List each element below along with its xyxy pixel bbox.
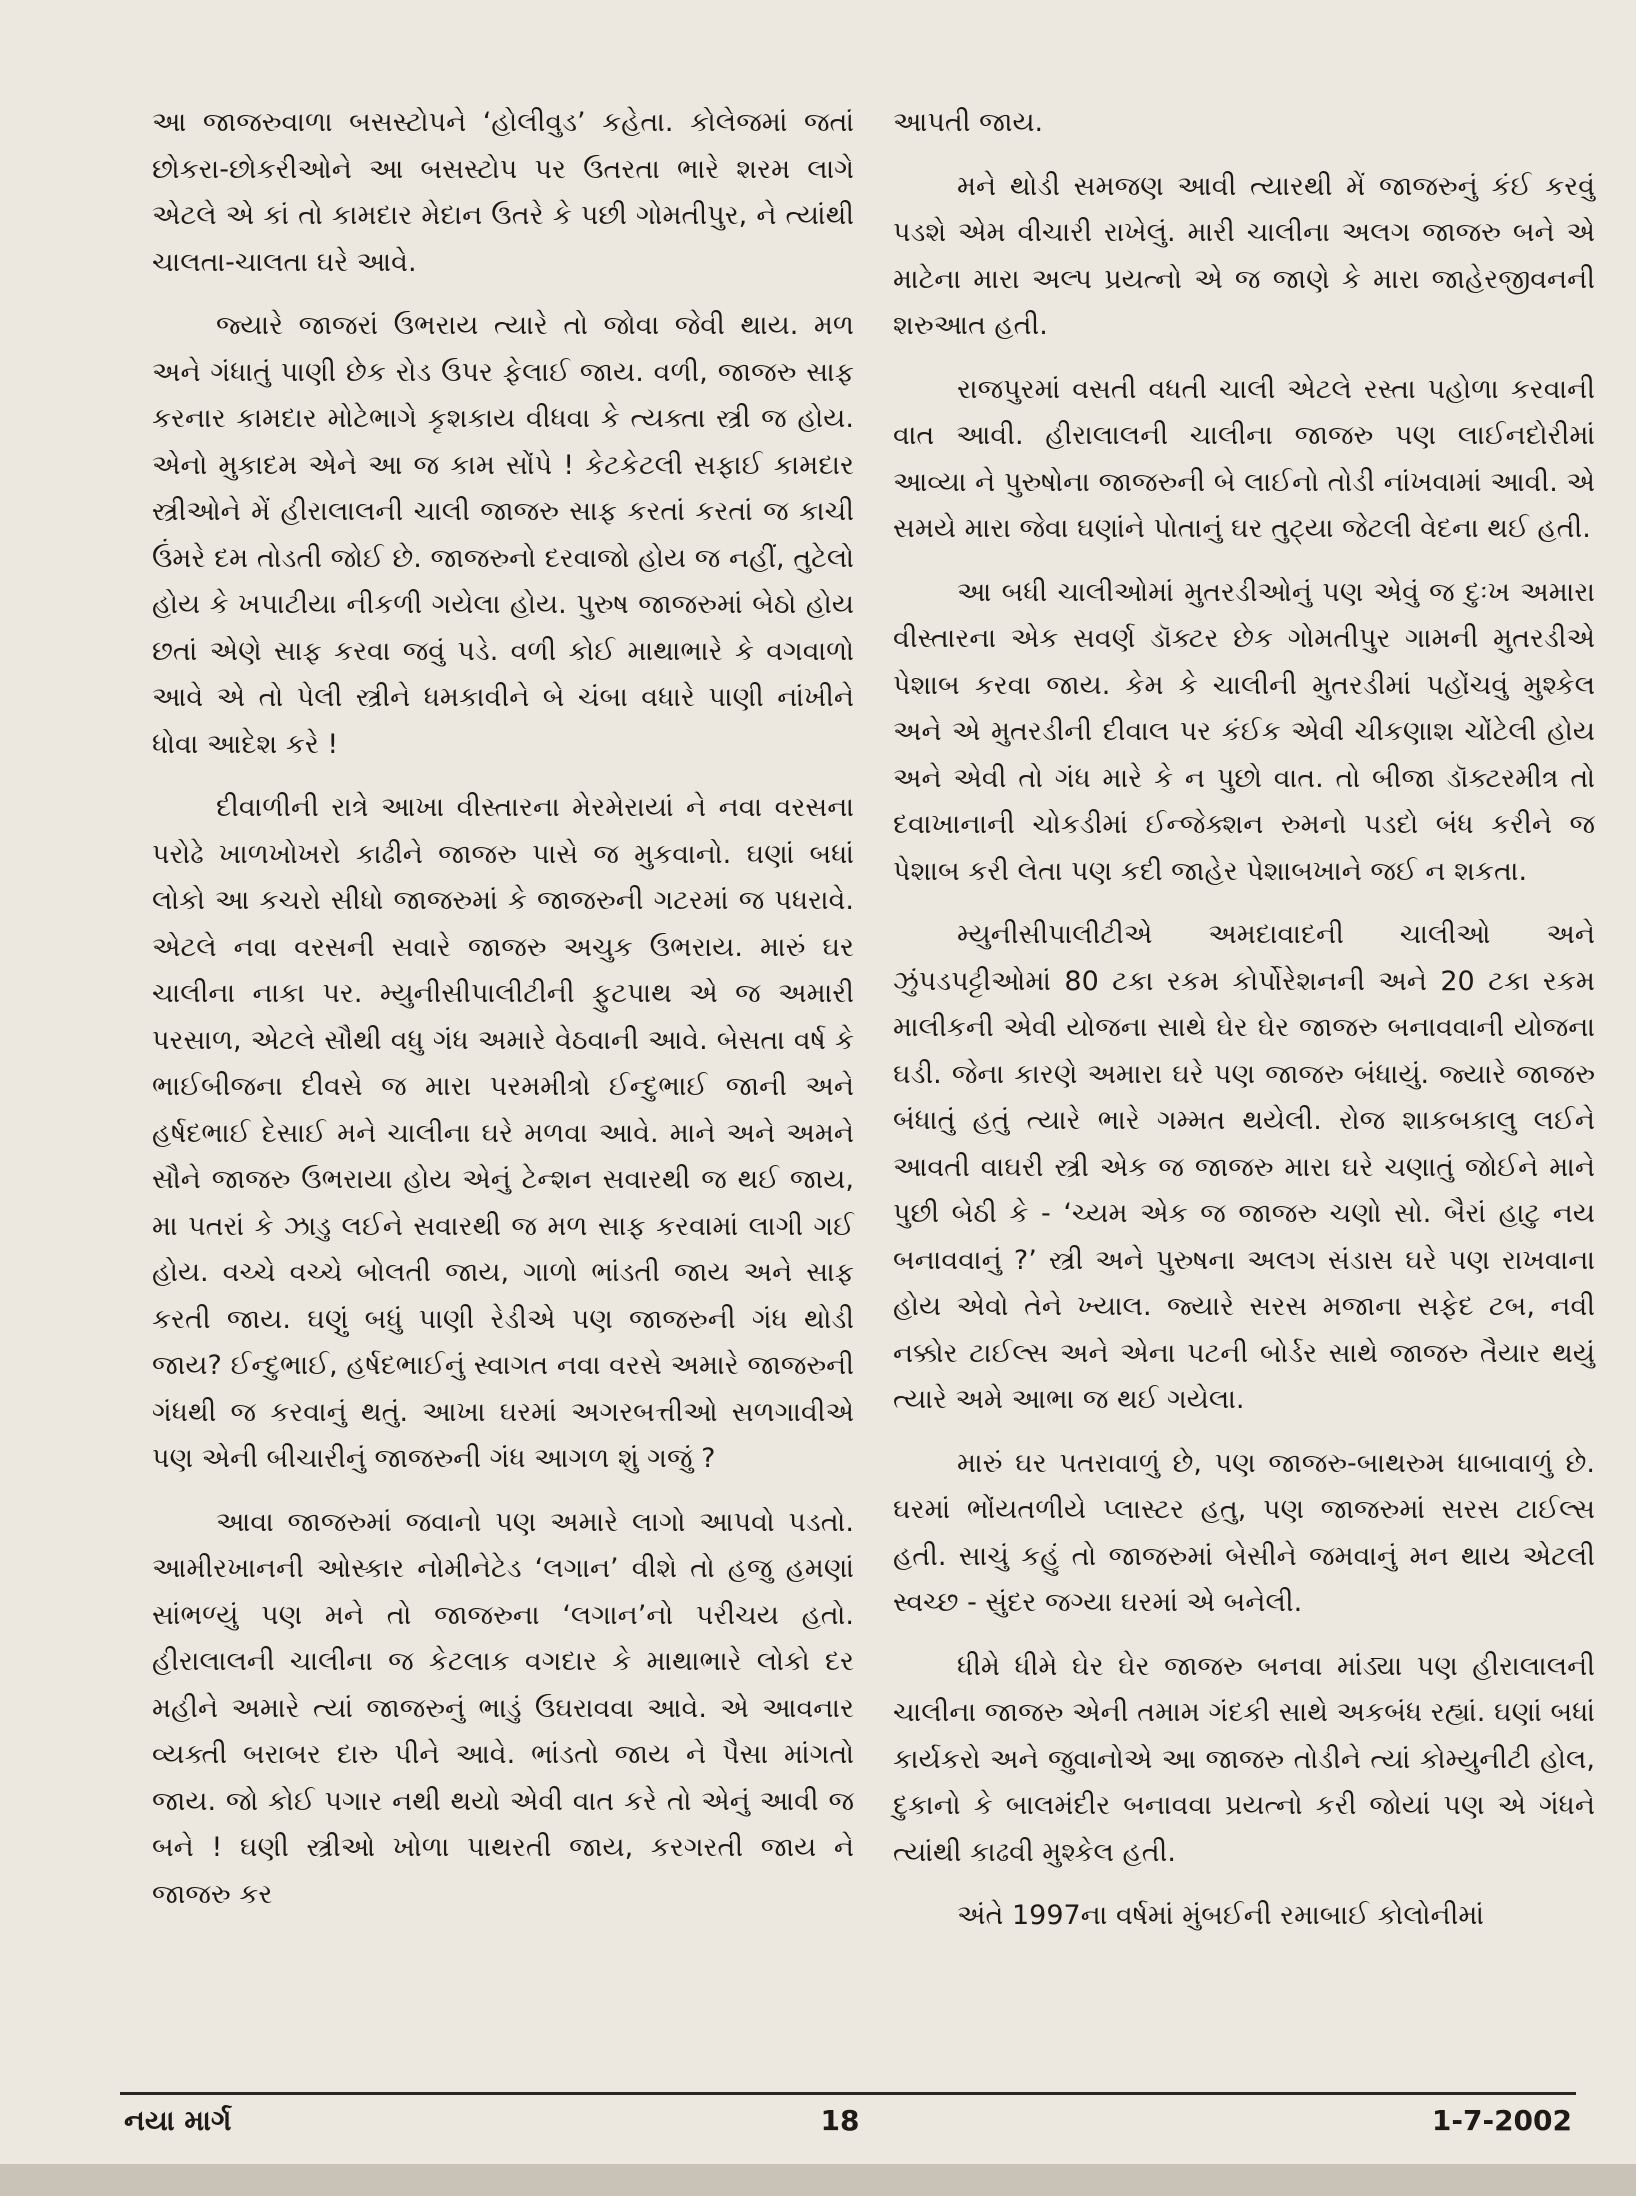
paragraph: રાજપુરમાં વસતી વધતી ચાલી એટલે રસ્તા પહોળા કરવાની વાત આવી. હીરાલાલની ચાલીના જાજરુ પણ લાઈનદોરીમાં આવ્યા ને પુરુષોના જાજરુની બે લાઈનો તોડી નાંખવામાં આવી. એ સમયે મારા જેવા ઘણાંને પોતાનું ઘર તુટ્યા જેટલી વેદના થઈ હતી. [893,373,1595,544]
publication-name: નયા માર્ગ [124,2104,232,2137]
paragraph: આ જાજરુવાળા બસસ્ટોપને ‘હોલીવુડ’ કહેતા. કોલેજમાં જતાં છોકરા-છોકરીઓને આ બસસ્ટોપ પર ઉતરતા ભારે શરમ લાગે એટલે એ કાં તો કામદાર મેદાન ઉતરે કે પછી ગોમતીપુર, ને ત્યાંથી ચાલતા-ચાલતા ઘરે આવે. [152,107,854,278]
issue-date: 1-7-2002 [1431,2104,1572,2137]
scan-edge [0,2164,1636,2196]
paragraph: મારું ઘર પતરાવાળું છે, પણ જાજરુ-બાથરુમ ધાબાવાળું છે. ઘરમાં ભોંયતળીયે પ્લાસ્ટર હતુ, પણ જાજરુમાં સરસ ટાઈલ્સ હતી. સાચું કહું તો જાજરુમાં બેસીને જમવાનું મન થાય એટલી સ્વચ્છ - સુંદર જગ્યા ઘરમાં એ બનેલી. [893,1447,1595,1618]
footer-divider [120,2092,1576,2095]
page-number: 18 [820,2104,860,2137]
paragraph: મને થોડી સમજણ આવી ત્યારથી મેં જાજરુનું કંઈ કરવું પડશે એમ વીચારી રાખેલું. મારી ચાલીના અલગ જાજરુ બને એ માટેના મારા અલ્પ પ્રયત્નો એ જ જાણે કે મારા જાહેરજીવનની શરુઆત હતી. [893,170,1595,341]
paragraph: અંતે 1997ના વર્ષમાં મુંબઈની રમાબાઈ કોલોનીમાં [957,1900,1485,1931]
paragraph: મ્યુનીસીપાલીટીએ અમદાવાદની ચાલીઓ અને ઝુંપડપટ્ટીઓમાં 80 ટકા રકમ કોર્પોરેશનની અને 20 ટકા રકમ માલીકની એવી યોજના સાથે ઘેર ઘેર જાજરુ બનાવવાની યોજના ઘડી. જેના કારણે અમારા ઘરે પણ જાજરુ બંધાયું. જ્યારે જાજરુ બંધાતું હતું ત્યારે ભારે ગમ્મત થયેલી. રોજ શાકબકાલુ લઈને આવતી વાઘરી સ્ત્રી એક જ જાજરુ મારા ઘરે ચણાતું જોઈને માને પુછી બેઠી કે - ‘ચ્યમ એક જ જાજરુ ચણો સો. બૈરાં હાટુ નય બનાવવાનું ?’ સ્ત્રી અને પુરુષના અલગ સંડાસ ઘરે પણ રાખવાના હોય એવો તેને ખ્યાલ. જ્યારે સરસ મજાના સફેદ ટબ, નવી નક્કોર ટાઈલ્સ અને એના પટની બોર્ડર સાથે જાજરુ તૈયાર થયું ત્યારે અમે આભા જ થઈ ગયેલા. [893,919,1595,1415]
paragraph: ધીમે ધીમે ઘેર ઘેર જાજરુ બનવા માંડ્યા પણ હીરાલાલની ચાલીના જાજરુ એની તમામ ગંદકી સાથે અકબંધ રહ્યાં. ઘણાં બધાં કાર્યકરો અને જુવાનોએ આ જાજરુ તોડીને ત્યાં કોમ્યુનીટી હોલ, દુકાનો કે બાલમંદીર બનાવવા પ્રયત્નો કરી જોયાં પણ એ ગંધને ત્યાંથી કાઢવી મુશ્કેલ હતી. [893,1650,1595,1868]
right-column [893,100,1595,1957]
paragraph: આપતી જાય. [893,107,1044,138]
paragraph: દીવાળીની રાત્રે આખા વીસ્તારના મેરમેરાયાં ને નવા વરસના પરોઢે ખાળખોખરો કાઢીને જાજરુ પાસે જ મુકવાનો. ઘણાં બધાં લોકો આ કચરો સીધો જાજરુમાં કે જાજરુની ગટરમાં જ પધરાવે. એટલે નવા વરસની સવારે જાજરુ અચુક ઉભરાય. મારું ઘર ચાલીના નાકા પર. મ્યુનીસીપાલીટીની ફુટપાથ એ જ અમારી પરસાળ, એટલે સૌથી વધુ ગંધ અમારે વેઠવાની આવે. બેસતા વર્ષ કે ભાઈબીજના દીવસે જ મારા પરમમીત્રો ઈન્દુભાઈ જાની અને હર્ષદભાઈ દેસાઈ મને ચાલીના ઘરે મળવા આવે. માને અને અમને સૌને જાજરુ ઉભરાયા હોય એનું ટેન્શન સવારથી જ થઈ જાય, મા પતરાં કે ઝાડુ લઈને સવારથી જ મળ સાફ કરવામાં લાગી ગઈ હોય. વચ્ચે વચ્ચે બોલતી જાય, ગાળો ભાંડતી જાય અને સાફ કરતી જાય. ઘણું બધું પાણી રેડીએ પણ જાજરુની ગંધ થોડી જાય? ઈન્દુભાઈ, હર્ષદભાઈનું સ્વાગત નવા વરસે અમારે જાજરુની ગંધથી જ કરવાનું થતું. આખા ઘરમાં અગરબત્તીઓ સળગાવીએ પણ એની બીચારીનું જાજરુની ગંધ આગળ શું ગજું ? [152,792,854,1474]
left-column [152,100,854,1935]
paragraph: આ બધી ચાલીઓમાં મુતરડીઓનું પણ એવું જ દુઃખ અમારા વીસ્તારના એક સવર્ણ ડૉક્ટર છેક ગોમતીપુર ગામની મુતરડીએ પેશાબ કરવા જાય. કેમ કે ચાલીની મુતરડીમાં પહોંચવું મુશ્કેલ અને એ મુતરડીની દીવાલ પર કંઈક એવી ચીકણાશ ચોંટેલી હોય અને એવી તો ગંધ મારે કે ન પુછો વાત. તો બીજા ડૉક્ટરમીત્ર તો દવાખાનાની ચોકડીમાં ઈન્જેક્શન રુમનો પડદો બંધ કરીને જ પેશાબ કરી લેતા પણ કદી જાહેર પેશાબખાને જઈ ન શકતા. [893,576,1595,887]
paragraph: જ્યારે જાજરાં ઉભરાય ત્યારે તો જોવા જેવી થાય. મળ અને ગંધાતું પાણી છેક રોડ ઉપર ફેલાઈ જાય. વળી, જાજરુ સાફ કરનાર કામદાર મોટેભાગે કૃશકાય વીધવા કે ત્યક્તા સ્ત્રી જ હોય. એનો મુકાદમ એને આ જ કામ સોંપે ! કેટકેટલી સફાઈ કામદાર સ્ત્રીઓને મેં હીરાલાલની ચાલી જાજરુ સાફ કરતાં કરતાં જ કાચી ઉંમરે દમ તોડતી જોઈ છે. જાજરુનો દરવાજો હોય જ નહીં, તુટેલો હોય કે ખપાટીયા નીકળી ગયેલા હોય. પુરુષ જાજરુમાં બેઠો હોય છતાં એણે સાફ કરવા જવું પડે. વળી કોઈ માથાભારે કે વગવાળો આવે એ તો પેલી સ્ત્રીને ધમકાવીને બે ચંબા વધારે પાણી નાંખીને ધોવા આદેશ કરે ! [152,310,854,760]
paragraph: આવા જાજરુમાં જવાનો પણ અમારે લાગો આપવો પડતો. આમીરખાનની ઓસ્કાર નોમીનેટેડ ‘લગાન’ વીશે તો હજુ હમણાં સાંભળ્યું પણ મને તો જાજરુના ‘લગાન’નો પરીચય હતો. હીરાલાલની ચાલીના જ કેટલાક વગદાર કે માથાભારે લોકો દર મહીને અમારે ત્યાં જાજરુનું ભાડું ઉઘરાવવા આવે. એ આવનાર વ્યક્તી બરાબર દારુ પીને આવે. ભાંડતો જાય ને પૈસા માંગતો જાય. જો કોઈ પગાર નથી થયો એવી વાત કરે તો એનું આવી જ બને ! ઘણી સ્ત્રીઓ ખોળા પાથરતી જાય, કરગરતી જાય ને જાજરુ કર [152,1506,854,1910]
